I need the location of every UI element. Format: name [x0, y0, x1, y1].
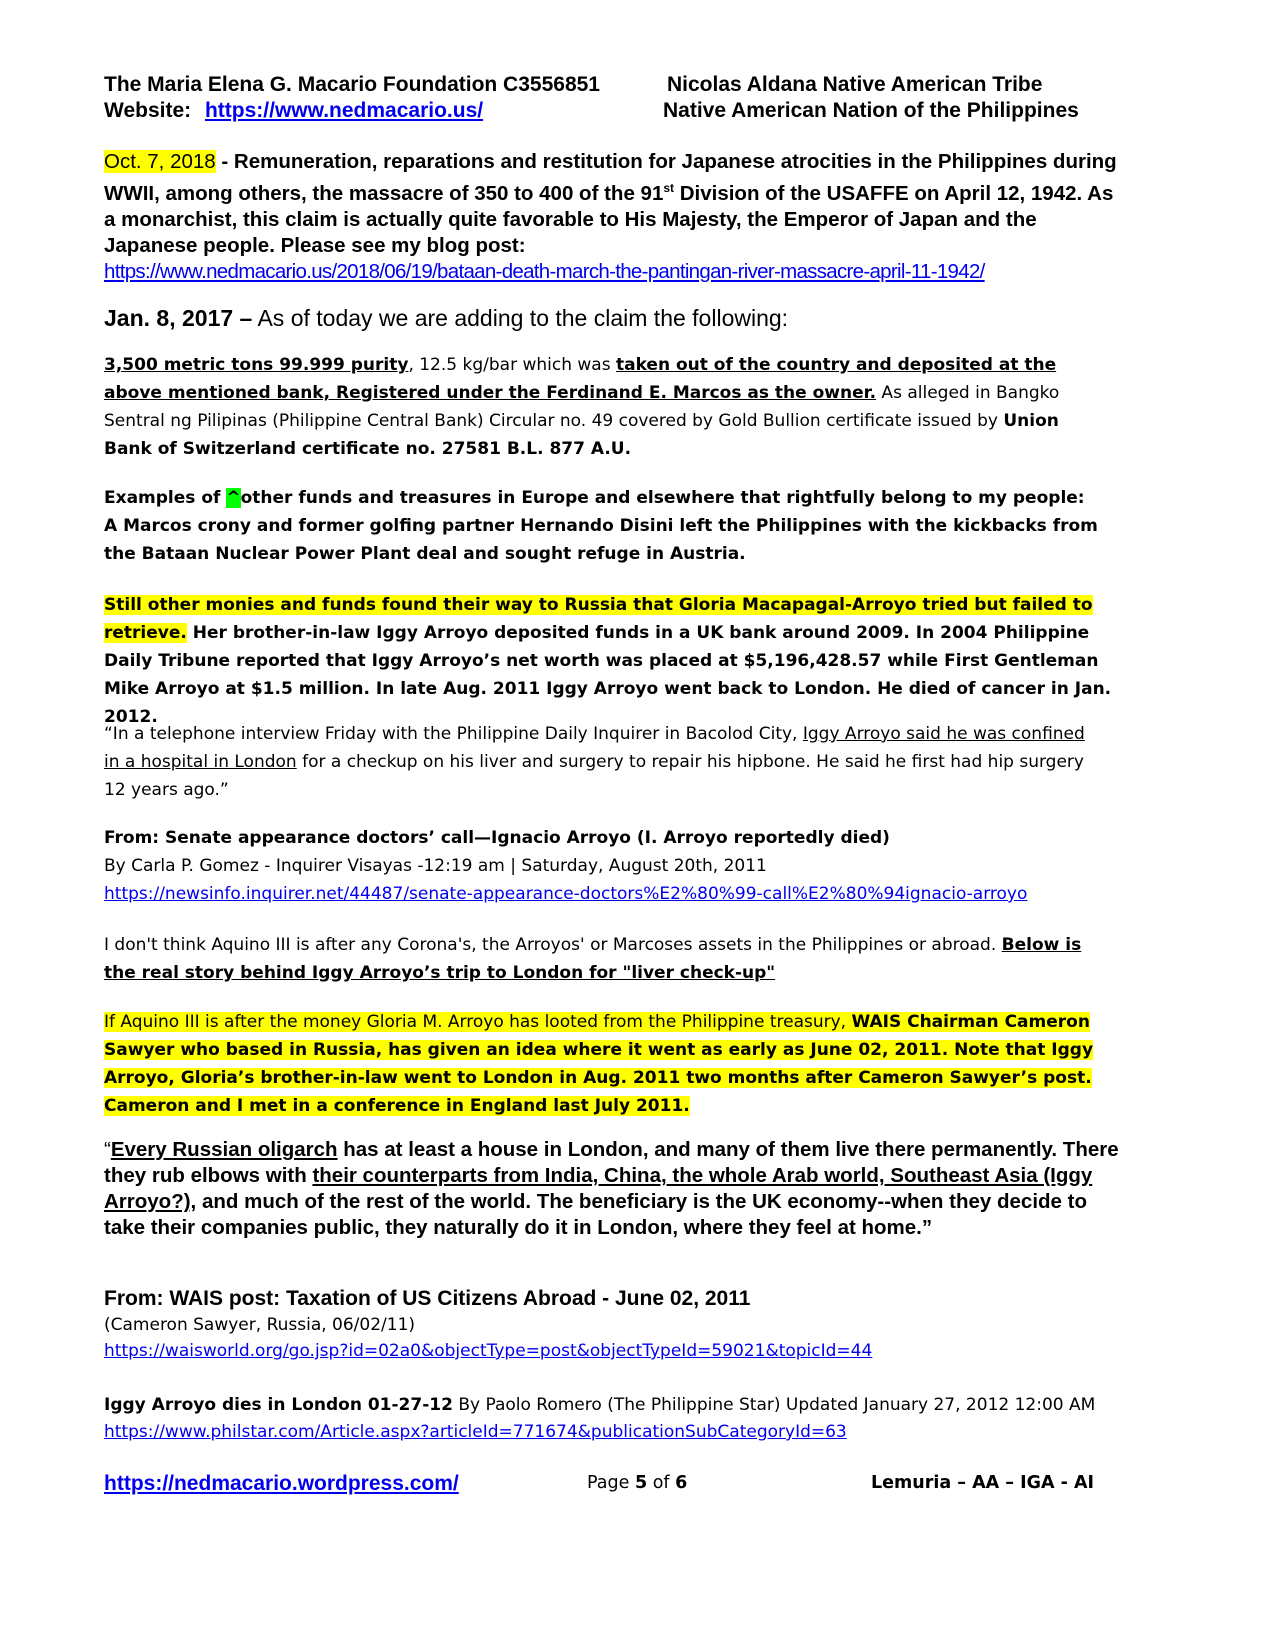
oct-2018-text-b: Division of the USAFFE on April 12, 1942. As a monarchist, this claim is actually quite favorable to His Majesty, the Emperor of Japan and the Japanese people. Please see my blog post: — [104, 181, 1114, 257]
examples-lead: Examples of — [104, 488, 227, 508]
wordpress-link[interactable]: https://nedmacario.wordpress.com/ — [104, 1472, 459, 1495]
page-total: 6 — [675, 1473, 688, 1493]
examples-rest: other funds and treasures in Europe and elsewhere that rightfully belong to my people: — [240, 488, 1085, 508]
gold-text-1: , 12.5 kg/bar which was — [408, 355, 616, 375]
page-footer — [104, 1472, 1179, 1502]
page-word: Page — [587, 1473, 635, 1493]
wais-normal: If Aquino III is after the money Gloria M. Arroyo has looted from the Philippine treasury, — [104, 1012, 852, 1032]
russia-highlight: Still other monies and funds found their way to Russia that Gloria Macapagal-Arroyo tried but failed to retrieve. — [104, 595, 1093, 643]
oct-2018-date: Oct. 7, 2018 — [104, 150, 216, 173]
interview-text-2: for a checkup on his liver and surgery to repair his hipbone. He said he first had hip surgery 12 years ago.” — [104, 752, 1084, 800]
russia-paragraph — [104, 591, 1114, 731]
oligarch-quote — [104, 1137, 1124, 1241]
gold-taken: taken out of the country and deposited at the above mentioned bank, Registered under the Ferdinand E. Marcos as the owner. — [104, 355, 1057, 403]
caret-mark: ^ — [226, 488, 241, 508]
russia-rest: Her brother-in-law Iggy Arroyo deposited funds in a UK bank around 2009. In 2004 Philippine Daily Tribune reported that Iggy Arroyo’s net worth was placed at $5,196,428.57 while First Gentleman Mike Arroyo at $1.5 million. In late Aug. 2011 Iggy Arroyo went back to London. He died of cancer in Jan. 2012. — [104, 623, 1112, 727]
wais-paragraph — [104, 1008, 1119, 1120]
ordinal-suffix: st — [663, 181, 675, 195]
gold-paragraph — [104, 351, 1104, 463]
examples-paragraph — [104, 484, 1104, 568]
aquino-text: I don't think Aquino III is after any Corona's, the Arroyos' or Marcoses assets in the Philippines or abroad. — [104, 935, 1002, 955]
website-link[interactable]: https://www.nedmacario.us/ — [204, 99, 484, 122]
gold-purity: 3,500 metric tons 99.999 purity — [104, 355, 409, 375]
tribe-name: Nicolas Aldana Native American Tribe — [667, 73, 1043, 96]
nation-name: Native American Nation of the Philippines — [663, 99, 1079, 122]
aquino-paragraph — [104, 931, 1104, 987]
philstar-link[interactable]: https://www.philstar.com/Article.aspx?articleId=771674&publicationSubCategoryId=63 — [104, 1422, 847, 1442]
senate-byline: By Carla P. Gomez - Inquirer Visayas -12:19 am | Saturday, August 20th, 2011 — [104, 856, 767, 876]
quote-underline-1: Every Russian oligarch — [110, 1138, 338, 1161]
jan-2017-date: Jan. 8, 2017 – — [104, 305, 253, 331]
ubs-certificate: Union Bank of Switzerland certificate no. 27581 B.L. 877 A.U. — [104, 411, 1059, 459]
quote-underline-2: their counterparts from India, China, the whole Arab world, Southeast Asia (Iggy Arroyo?), — [104, 1164, 1093, 1213]
wais-source — [104, 1285, 1179, 1364]
gold-text-2: As alleged in Bangko Sentral ng Pilipinas (Philippine Central Bank) Circular no. 49 covered by Gold Bullion certificate issued by — [104, 383, 1060, 431]
of-word: of — [647, 1473, 676, 1493]
oct-2018-text-a: - Remuneration, reparations and restitution for Japanese atrocities in the Philippines during WWII, among others, the massacre of 350 to 400 of the 91 — [104, 150, 1117, 205]
website-label: Website: — [104, 99, 192, 122]
website-line — [104, 97, 483, 124]
foundation-name: The Maria Elena G. Macario Foundation C3556851 — [104, 73, 600, 96]
interview-underlined: Iggy Arroyo said he was confined in a hospital in London — [104, 724, 1085, 772]
inquirer-link[interactable]: https://newsinfo.inquirer.net/44487/senate-appearance-doctors%E2%80%99-call%E2%80%94ignacio-arroyo — [104, 884, 1028, 904]
real-story-line: Below is the real story behind Iggy Arroyo’s trip to London for "liver check-up" — [104, 935, 1082, 983]
senate-title: From: Senate appearance doctors’ call—Ignacio Arroyo (I. Arroyo reportedly died) — [104, 828, 890, 848]
dies-source — [104, 1392, 1179, 1446]
senate-source — [104, 824, 1179, 908]
blog-post-link[interactable]: https://www.nedmacario.us/2018/06/19/bataan-death-march-the-pantingan-river-massacre-april-11-1942/ — [104, 259, 985, 283]
jan-2017-entry — [104, 304, 1179, 332]
dies-byline: By Paolo Romero (The Philippine Star) Updated January 27, 2012 12:00 AM — [452, 1395, 1096, 1415]
wais-source-title: From: WAIS post: Taxation of US Citizens Abroad - June 02, 2011 — [104, 1287, 751, 1310]
oct-2018-entry — [104, 149, 1124, 285]
quote-open: “ — [104, 1138, 111, 1161]
wais-source-sub: (Cameron Sawyer, Russia, 06/02/11) — [104, 1315, 416, 1335]
jan-2017-text: As of today we are adding to the claim the following: — [252, 305, 789, 331]
quote-text-2: and much of the rest of the world. The beneficiary is the UK economy--when they decide to take their companies public, they naturally do it in London, where they feel at home.” — [104, 1190, 1087, 1239]
footer-code: Lemuria – AA – IGA - AI — [871, 1473, 1095, 1493]
disini-text: A Marcos crony and former golfing partner Hernando Disini left the Philippines with the kickbacks from the Bataan Nuclear Power Plant deal and sought refuge in Austria. — [104, 516, 1098, 564]
page-number — [587, 1473, 687, 1493]
page-current: 5 — [634, 1473, 648, 1493]
dies-title: Iggy Arroyo dies in London 01-27-12 — [104, 1395, 453, 1415]
quote-text-1: has at least a house in London, and many of them live there permanently. There they rub elbows with — [104, 1138, 1119, 1187]
interview-text-1: “In a telephone interview Friday with the Philippine Daily Inquirer in Bacolod City, — [104, 724, 803, 744]
interview-quote — [104, 720, 1104, 804]
waisworld-link[interactable]: https://waisworld.org/go.jsp?id=02a0&objectType=post&objectTypeId=59021&topicId=44 — [104, 1341, 873, 1361]
wais-bold: WAIS Chairman Cameron Sawyer who based in Russia, has given an idea where it went as early as June 02, 2011. Note that Iggy Arroyo, Gloria’s brother-in-law went to London in Aug. 2011 two months after Cameron Sawyer’s post. Cameron and I met in a conference in England last July 2011. — [104, 1012, 1094, 1116]
